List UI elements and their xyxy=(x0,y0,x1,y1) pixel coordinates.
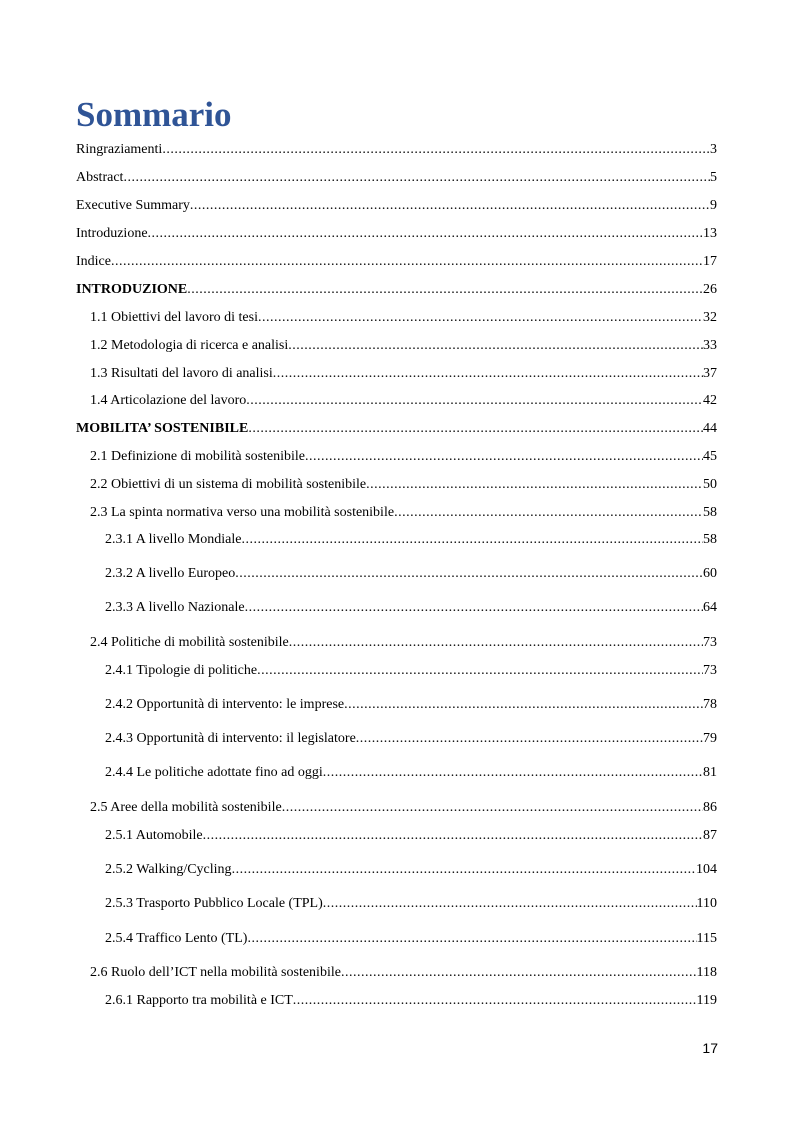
toc-entry[interactable] xyxy=(76,224,717,244)
toc-entry[interactable] xyxy=(105,729,717,749)
toc-entry-page: 119 xyxy=(696,993,717,1008)
toc-entry[interactable] xyxy=(90,364,717,384)
toc-entry-label: 2.4 Politiche di mobilità sostenibile xyxy=(90,635,289,650)
dot-leader xyxy=(282,798,703,818)
toc-entry-page: 78 xyxy=(703,697,717,712)
dot-leader xyxy=(305,447,703,467)
toc-entry[interactable] xyxy=(105,929,717,949)
dot-leader xyxy=(242,530,704,550)
toc-entry-page: 58 xyxy=(703,505,717,520)
toc-entry[interactable] xyxy=(105,991,717,1011)
toc-entry-label: INTRODUZIONE xyxy=(76,282,188,297)
toc-entry-page: 58 xyxy=(703,532,717,547)
toc-entry[interactable] xyxy=(90,308,717,328)
dot-leader xyxy=(289,633,703,653)
toc-entry-page: 45 xyxy=(703,449,717,464)
toc-entry-page: 33 xyxy=(703,338,717,353)
toc-entry-label: 1.3 Risultati del lavoro di analisi xyxy=(90,366,273,381)
toc-entry[interactable] xyxy=(90,475,717,495)
toc-entry-label: 2.4.4 Le politiche adottate fino ad oggi xyxy=(105,765,323,780)
dot-leader xyxy=(123,168,710,188)
toc-entry[interactable] xyxy=(105,763,717,783)
toc-entry-label: 2.1 Definizione di mobilità sostenibile xyxy=(90,449,306,464)
toc-entry-page: 44 xyxy=(703,421,717,436)
dot-leader xyxy=(162,140,710,160)
toc-entry[interactable] xyxy=(90,633,717,653)
dot-leader xyxy=(366,475,703,495)
toc-entry-label: 2.2 Obiettivi di un sistema di mobilità sostenibile xyxy=(90,477,367,492)
toc-entry-label: 1.1 Obiettivi del lavoro di tesi xyxy=(90,310,258,325)
toc-entry[interactable] xyxy=(105,530,717,550)
toc-entry-page: 50 xyxy=(703,477,717,492)
dot-leader xyxy=(323,763,703,783)
toc-entry-label: 2.4.3 Opportunità di intervento: il legislatore xyxy=(105,731,356,746)
toc-entry-label: 2.4.2 Opportunità di intervento: le imprese xyxy=(105,697,345,712)
page-number: 17 xyxy=(702,1040,718,1056)
toc-entry-label: 2.6 Ruolo dell’ICT nella mobilità sostenibile xyxy=(90,965,341,980)
toc-entry-label: Ringraziamenti xyxy=(76,142,163,157)
toc-entry-page: 60 xyxy=(703,566,717,581)
toc-entry-label: 2.5.4 Traffico Lento (TL) xyxy=(105,931,248,946)
toc-entry-page: 5 xyxy=(710,170,717,185)
dot-leader xyxy=(187,280,703,300)
toc-entry[interactable] xyxy=(105,564,717,584)
dot-leader xyxy=(288,336,703,356)
toc-entry-page: 13 xyxy=(703,226,717,241)
toc-entry-page: 86 xyxy=(703,800,717,815)
toc-entry[interactable] xyxy=(105,826,717,846)
toc-entry[interactable] xyxy=(76,280,717,300)
toc-entry[interactable] xyxy=(90,336,717,356)
dot-leader xyxy=(248,419,703,439)
toc-entry-label: 2.3.2 A livello Europeo xyxy=(105,566,236,581)
toc-entry-page: 17 xyxy=(703,254,717,269)
toc-entry-label: MOBILITA’ SOSTENIBILE xyxy=(76,421,249,436)
dot-leader xyxy=(394,503,703,523)
toc-entry[interactable] xyxy=(90,503,717,523)
toc-entry-page: 79 xyxy=(703,731,717,746)
toc-entry-label: Executive Summary xyxy=(76,198,190,213)
toc-entry-label: 2.3 La spinta normativa verso una mobilità sostenibile xyxy=(90,505,395,520)
toc-entry-page: 37 xyxy=(703,366,717,381)
dot-leader xyxy=(148,224,703,244)
toc-entry[interactable] xyxy=(90,798,717,818)
dot-leader xyxy=(323,894,697,914)
toc-entry-label: 2.5.3 Trasporto Pubblico Locale (TPL) xyxy=(105,896,323,911)
dot-leader xyxy=(111,252,703,272)
toc-entry-label: 2.6.1 Rapporto tra mobilità e ICT xyxy=(105,993,293,1008)
dot-leader xyxy=(257,661,703,681)
toc-entry[interactable] xyxy=(90,963,717,983)
toc-entry-page: 73 xyxy=(703,663,717,678)
toc-entry-page: 104 xyxy=(696,862,717,877)
toc-entry-label: Indice xyxy=(76,254,111,269)
dot-leader xyxy=(247,929,696,949)
toc-entry-label: 2.5.1 Automobile xyxy=(105,828,203,843)
toc-entry-label: 2.3.3 A livello Nazionale xyxy=(105,600,245,615)
toc-entry[interactable] xyxy=(76,252,717,272)
toc-entry[interactable] xyxy=(105,860,717,880)
toc-entry-label: 2.4.1 Tipologie di politiche xyxy=(105,663,258,678)
dot-leader xyxy=(344,695,703,715)
toc-entry-page: 81 xyxy=(703,765,717,780)
toc-entry-label: 1.2 Metodologia di ricerca e analisi xyxy=(90,338,289,353)
toc-entry[interactable] xyxy=(105,661,717,681)
toc-entry-page: 42 xyxy=(703,393,717,408)
toc-entry[interactable] xyxy=(105,894,717,914)
dot-leader xyxy=(203,826,703,846)
toc-entry[interactable] xyxy=(90,391,717,411)
toc-entry-page: 73 xyxy=(703,635,717,650)
dot-leader xyxy=(356,729,703,749)
dot-leader xyxy=(293,991,697,1011)
toc-entry-label: 1.4 Articolazione del lavoro xyxy=(90,393,247,408)
toc-entry-page: 3 xyxy=(710,142,717,157)
toc-entry[interactable] xyxy=(76,168,717,188)
toc-entry-page: 87 xyxy=(703,828,717,843)
toc-entry-page: 64 xyxy=(703,600,717,615)
dot-leader xyxy=(246,391,703,411)
toc-entry[interactable] xyxy=(105,598,717,618)
toc-entry-page: 26 xyxy=(703,282,717,297)
toc-entry-label: Abstract xyxy=(76,170,124,185)
toc-entry[interactable] xyxy=(76,419,717,439)
toc-entry-label: 2.3.1 A livello Mondiale xyxy=(105,532,242,547)
toc-entry[interactable] xyxy=(105,695,717,715)
dot-leader xyxy=(245,598,703,618)
toc-entry-label: Introduzione xyxy=(76,226,148,241)
dot-leader xyxy=(232,860,696,880)
dot-leader xyxy=(273,364,703,384)
dot-leader xyxy=(235,564,703,584)
toc-entry-page: 9 xyxy=(710,198,717,213)
toc-entry-label: 2.5.2 Walking/Cycling xyxy=(105,862,232,877)
toc-entry-page: 115 xyxy=(696,931,717,946)
toc-entry-page: 110 xyxy=(696,896,717,911)
toc-entry[interactable] xyxy=(76,140,717,160)
page-title: Sommario xyxy=(76,95,232,134)
toc-entry-label: 2.5 Aree della mobilità sostenibile xyxy=(90,800,282,815)
toc-entry-page: 32 xyxy=(703,310,717,325)
dot-leader xyxy=(190,196,710,216)
dot-leader xyxy=(258,308,703,328)
toc-entry[interactable] xyxy=(90,447,717,467)
toc-entry-page: 118 xyxy=(696,965,717,980)
toc-entry[interactable] xyxy=(76,196,717,216)
dot-leader xyxy=(341,963,697,983)
